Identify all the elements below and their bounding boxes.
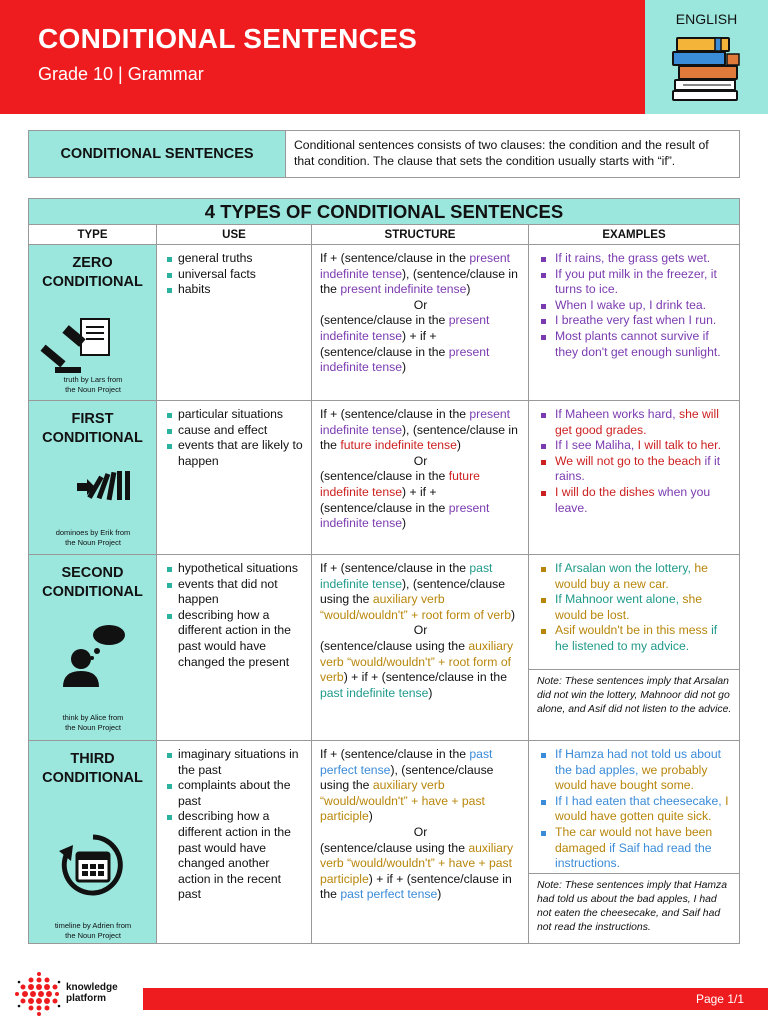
- use-second: [157, 555, 312, 740]
- structure-text: ): [428, 685, 433, 700]
- footer-bar: [143, 988, 768, 1010]
- structure-highlight: present indefinite tense: [320, 407, 511, 437]
- structure-highlight: present indefinite tense: [320, 500, 490, 531]
- use-item: events that did not happen: [167, 577, 305, 608]
- structure-highlight: past indefinite tense: [320, 561, 493, 591]
- example-item: [537, 825, 733, 872]
- structure-third-form1: [320, 747, 521, 825]
- example-item: When I wake up, I drink tea.: [537, 298, 733, 314]
- type-second-name: [29, 555, 156, 602]
- example-result: he would buy a new car.: [555, 561, 708, 591]
- type-third-name: [29, 741, 156, 788]
- example-condition: when you leave.: [555, 484, 711, 515]
- credit-second-line1: think by Alice from: [62, 713, 124, 722]
- example-result: We will not go to the beach: [555, 453, 705, 468]
- structure-highlight: auxiliary verb “would/wouldn't” + root form of verb: [320, 638, 514, 685]
- structure-text: If + (sentence/clause in the: [320, 561, 470, 575]
- structure-text: If + (sentence/clause in the: [320, 747, 470, 761]
- subject-panel: [645, 0, 768, 114]
- example-condition: if he listened to my advice.: [555, 623, 718, 653]
- structure-text: ) + if + (sentence/clause in the: [320, 328, 449, 359]
- books-stack-icon: [671, 36, 741, 102]
- example-condition: if it rains.: [555, 453, 721, 484]
- example-condition: If Maheen works hard,: [555, 407, 679, 421]
- example-item: Most plants cannot survive if they don't get enough sunlight.: [537, 329, 733, 360]
- credit-second-line2: the Noun Project: [65, 723, 121, 732]
- icon-credit-third: [29, 921, 157, 941]
- gavel-document-icon: [29, 311, 157, 377]
- credit-first-line1: dominoes by Erik from: [55, 528, 131, 537]
- example-result: I will talk to her.: [637, 438, 721, 453]
- structure-text: ): [466, 282, 471, 297]
- example-item: [537, 623, 733, 654]
- example-result: Asif wouldn't be in this mess: [555, 623, 712, 638]
- brand-name: [66, 982, 118, 1004]
- structure-text: ), (sentence/clause in the: [320, 422, 518, 453]
- structure-text: ), (sentence/clause in the: [320, 266, 518, 297]
- definition-box: [28, 130, 740, 178]
- structure-second-form1: [320, 561, 521, 623]
- type-first-name: [29, 401, 156, 448]
- examples-third-list: [529, 741, 739, 873]
- structure-text: ) + if + (sentence/clause in the: [320, 871, 512, 902]
- row-second-conditional: [29, 555, 739, 741]
- row-first-conditional: [29, 401, 739, 555]
- structure-third-form2: [320, 841, 521, 903]
- icon-credit-first: [29, 528, 157, 548]
- structure-highlight: present indefinite tense: [320, 344, 490, 375]
- example-item: [537, 485, 733, 516]
- use-item: imaginary situations in the past: [167, 747, 305, 778]
- example-condition: if Saif had read the instructions.: [555, 840, 712, 871]
- icon-credit-zero: [29, 375, 157, 395]
- timeline-calendar-icon: [29, 831, 157, 901]
- example-condition: If I see Maliha,: [555, 438, 638, 453]
- type-first-line2: CONDITIONAL: [42, 430, 143, 446]
- structure-text: If + (sentence/clause in the: [320, 407, 470, 421]
- structure-text: ) + if + (sentence/clause in the: [343, 670, 507, 685]
- structure-text: ): [510, 607, 516, 622]
- structure-text: (sentence/clause in the: [320, 469, 449, 484]
- type-zero: [29, 245, 157, 400]
- row-zero-conditional: [29, 245, 739, 401]
- page-number: Page 1/1: [695, 992, 744, 1006]
- example-condition: If Arsalan won the lottery,: [555, 561, 695, 575]
- example-item: If it rains, the grass gets wet.: [537, 251, 733, 267]
- dots-logo-icon: [14, 970, 64, 1016]
- use-item: universal facts: [167, 267, 305, 283]
- brand-line1: knowledge: [66, 982, 118, 993]
- structure-highlight: present indefinite tense: [320, 251, 511, 281]
- structure-highlight: past indefinite tense: [320, 685, 429, 700]
- use-third: [157, 741, 312, 943]
- structure-text: ), (sentence/clause using the: [320, 576, 505, 607]
- example-result: I would have gotten quite sick.: [555, 793, 729, 824]
- header-structure: STRUCTURE: [312, 225, 529, 244]
- page-title: CONDITIONAL SENTENCES: [38, 23, 418, 54]
- example-note: Note: These sentences imply that Arsalan did not win the lottery, Mahnoor did not go alone, and Asif did not listen to the advice.: [529, 669, 739, 740]
- example-item: [537, 794, 733, 825]
- brand-line2: platform: [66, 993, 106, 1004]
- structure-highlight: auxiliary verb “would/wouldn't” + root form of verb: [320, 592, 511, 622]
- person-thinking-icon: [29, 621, 157, 691]
- structure-zero: [312, 245, 529, 400]
- example-item: [537, 438, 733, 454]
- header-examples: EXAMPLES: [602, 229, 666, 241]
- page-subtitle: Grade 10 | Grammar: [38, 64, 204, 84]
- example-item: [537, 454, 733, 485]
- example-item: [537, 592, 733, 623]
- structure-highlight: auxiliary verb “would/wouldn't” + have + past participle: [320, 840, 514, 886]
- structure-text: ): [368, 809, 373, 824]
- use-item: cause and effect: [167, 423, 305, 439]
- example-condition: If Hamza had not told us about the bad apples,: [555, 747, 721, 777]
- examples-zero: [529, 245, 739, 400]
- structure-text: (sentence/clause in the: [320, 313, 449, 328]
- use-item: habits: [167, 282, 305, 298]
- structure-text: (sentence/clause using the: [320, 840, 469, 855]
- structure-first-form1: [320, 407, 521, 454]
- structure-second-form2: [320, 639, 521, 701]
- structure-highlight: present indefinite tense: [340, 282, 467, 297]
- example-condition: If Mahnoor went alone,: [555, 592, 683, 607]
- use-item: events that are likely to happen: [167, 438, 305, 469]
- examples-first: [529, 401, 739, 554]
- structure-highlight: past perfect tense: [340, 887, 438, 902]
- structure-or: Or: [413, 297, 428, 312]
- structure-zero-form2: [320, 313, 521, 375]
- type-second: [29, 555, 157, 740]
- structure-first-form2: [320, 469, 521, 531]
- type-zero-name: [29, 245, 156, 292]
- table-header-row: [29, 225, 739, 245]
- structure-highlight: future indefinite tense: [320, 469, 480, 499]
- structure-text: ) + if + (sentence/clause in the: [320, 484, 449, 515]
- subject-label: ENGLISH: [675, 11, 738, 27]
- example-item: [537, 561, 733, 592]
- examples-second: [529, 555, 739, 740]
- structure-text: ): [456, 438, 461, 453]
- structure-text: ): [402, 360, 407, 375]
- example-result: we probably would have bought some.: [555, 762, 708, 793]
- example-item: [537, 747, 733, 794]
- header-type: TYPE: [29, 225, 157, 244]
- credit-zero-line2: the Noun Project: [65, 385, 121, 394]
- example-note: Note: These sentences imply that Hamza had told us about the bad apples, I had not eaten the cheesecake, and Saif had not read the instructions.: [529, 873, 739, 943]
- structure-text: (sentence/clause using the: [320, 638, 469, 653]
- structure-zero-form1: [320, 251, 521, 298]
- structure-highlight: present indefinite tense: [320, 313, 490, 343]
- header-banner: [0, 0, 645, 114]
- structure-or: Or: [413, 453, 428, 468]
- examples-second-list: [529, 555, 739, 669]
- example-result: The car would not have been damaged: [555, 824, 713, 855]
- use-item: describing how a different action in the past would have changed the present: [167, 608, 305, 670]
- structure-second: [312, 555, 529, 740]
- type-third-line1: THIRD: [70, 751, 115, 767]
- credit-zero-line1: truth by Lars from: [63, 375, 123, 384]
- type-zero-line2: CONDITIONAL: [42, 274, 143, 290]
- credit-first-line2: the Noun Project: [65, 538, 121, 547]
- structure-text: ): [437, 887, 442, 902]
- structure-third: [312, 741, 529, 943]
- type-third-line2: CONDITIONAL: [42, 770, 143, 786]
- examples-third: [529, 741, 739, 943]
- use-first: [157, 401, 312, 554]
- use-item: describing how a different action in the past would have changed another action in the recent past: [167, 809, 305, 903]
- use-item: hypothetical situations: [167, 561, 305, 577]
- type-zero-line1: ZERO: [72, 255, 113, 271]
- header-use: USE: [157, 225, 312, 244]
- use-zero: [157, 245, 312, 400]
- type-second-line2: CONDITIONAL: [42, 584, 143, 600]
- use-item: particular situations: [167, 407, 305, 423]
- structure-text: ), (sentence/clause using the: [320, 762, 494, 793]
- structure-text: ): [402, 516, 407, 531]
- structure-highlight: past perfect tense: [320, 747, 493, 777]
- type-third: [29, 741, 157, 943]
- structure-highlight: auxiliary verb “would/wouldn't” + have + past participle: [320, 778, 485, 824]
- example-item: If you put milk in the freezer, it turns to ice.: [537, 267, 733, 298]
- example-result: I will do the dishes: [555, 484, 658, 499]
- example-item: [537, 407, 733, 438]
- type-first-line1: FIRST: [71, 411, 114, 427]
- conditional-types-table: [28, 198, 740, 944]
- structure-text: If + (sentence/clause in the: [320, 251, 470, 265]
- table-title: 4 TYPES OF CONDITIONAL SENTENCES: [29, 199, 739, 225]
- icon-credit-second: [29, 713, 157, 733]
- structure-or: Or: [413, 824, 428, 839]
- dominoes-icon: [29, 467, 157, 507]
- definition-text: Conditional sentences consists of two clauses: the condition and the result of that condition. The clause that sets the condition usually starts with “if”.: [294, 138, 709, 168]
- structure-or: Or: [413, 623, 428, 638]
- structure-first: [312, 401, 529, 554]
- example-item: I breathe very fast when I run.: [537, 313, 733, 329]
- example-condition: If I had eaten that cheesecake,: [555, 793, 726, 808]
- example-result: she will get good grades.: [555, 407, 719, 437]
- credit-third-line1: timeline by Adrien from: [54, 921, 132, 930]
- type-second-line1: SECOND: [61, 565, 124, 581]
- row-third-conditional: [29, 741, 739, 943]
- use-item: general truths: [167, 251, 305, 267]
- type-first: [29, 401, 157, 554]
- definition-label: CONDITIONAL SENTENCES: [29, 131, 286, 177]
- example-result: she would be lost.: [555, 592, 703, 622]
- header: [0, 0, 768, 114]
- credit-third-line2: the Noun Project: [65, 931, 121, 940]
- use-item: complaints about the past: [167, 778, 305, 809]
- structure-highlight: future indefinite tense: [340, 438, 457, 453]
